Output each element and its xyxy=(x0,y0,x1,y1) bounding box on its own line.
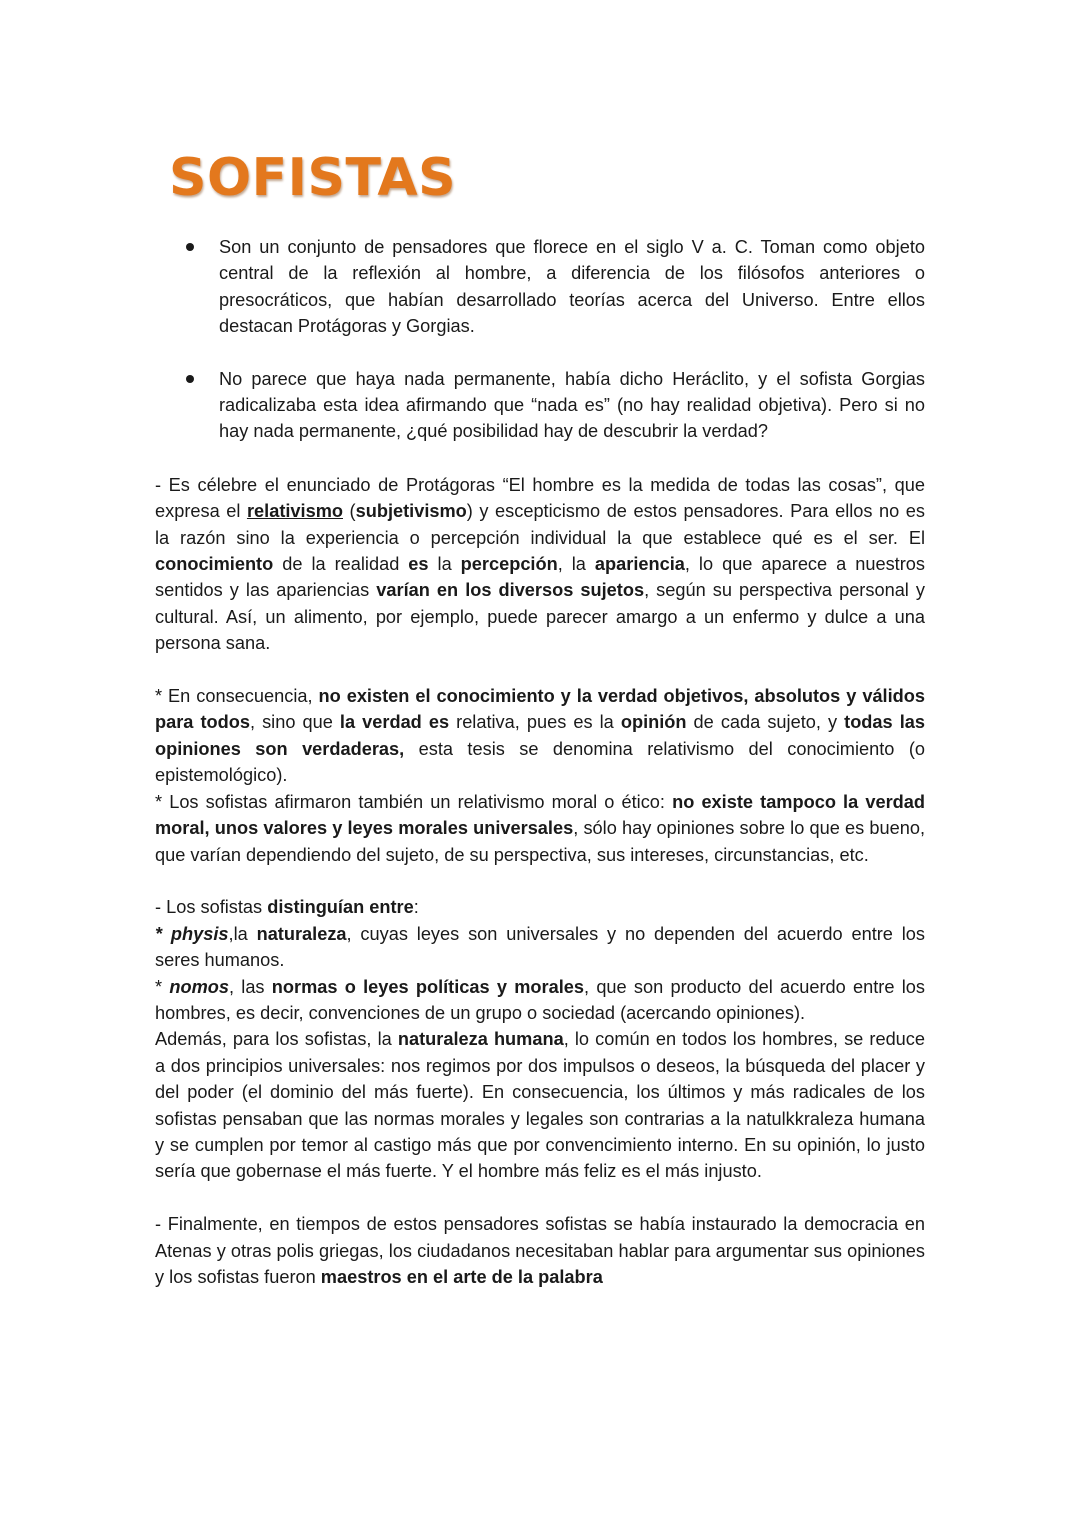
paragraph-relativismo-moral: * Los sofistas afirmaron también un relativismo moral o ético: no existe tampoco la verdad moral, unos valores y leyes morales universales, sólo hay opiniones sobre lo que es bueno, que varían dependiendo del sujeto, de su perspectiva, sus intereses, circunstancias, etc. xyxy=(155,791,925,865)
paragraph-physis: * physis,la naturaleza, cuyas leyes son universales y no dependen del acuerdo entre los seres humanos. xyxy=(155,923,925,971)
bullet-dot-icon xyxy=(186,243,194,251)
paragraph-distinguian: - Los sofistas distinguían entre: xyxy=(155,897,419,918)
page-title: SOFISTAS xyxy=(169,148,457,208)
bullet-item: No parece que haya nada permanente, había dicho Heráclito, y el sofista Gorgias radicalizaba esta idea afirmando que “nada es” (no hay realidad objetiva). Pero si no hay nada permanente, ¿qué posibilidad hay de descubrir la verdad? xyxy=(219,366,925,445)
paragraph-nomos: * nomos, las normas o leyes políticas y morales, que son producto del acuerdo entre los hombres, es decir, convenciones de un grupo o sociedad (acercando opiniones). xyxy=(155,976,925,1023)
paragraph-gap xyxy=(155,868,925,894)
bullet-item: Son un conjunto de pensadores que florece en el siglo V a. C. Toman como objeto central de la reflexión al hombre, a diferencia de los filósofos anteriores o presocráticos, que habían desarrollado teorías acerca del Universo. Entre ellos destacan Protágoras y Gorgias. xyxy=(219,234,925,340)
paragraph-relativismo: - Es célebre el enunciado de Protágoras “El hombre es la medida de todas las cosas”, que expresa el relativismo (subjetivismo) y escepticismo de estos pensadores. Para ellos no es la razón sino la experiencia o percepción individual la que establece qué es el ser. El conocimiento de la realidad es la percepción, la apariencia, lo que aparece a nuestros sentidos y las apariencias varían en los diversos sujetos, según su perspectiva personal y cultural. Así, un alimento, por ejemplo, puede parecer amargo a un enfermo y dulce a una persona sana. xyxy=(155,474,926,654)
paragraph-gap xyxy=(155,657,925,683)
paragraph-naturaleza-humana: Además, para los sofistas, la naturaleza humana, lo común en todos los hombres, se reduce a dos principios universales: nos regimos por dos impulsos o deseos, la búsqueda del placer y del poder (el dominio del más fuerte). En consecuencia, los últimos y más radicales de los sofistas pensaban que las normas morales y legales son contrarias a la natulkkraleza humana y se cumplen por temor al castigo más que por convencimiento interno. En su opinión, lo justo sería que gobernase el más fuerte. Y el hombre más feliz es el más injusto. xyxy=(155,1029,926,1182)
document-body xyxy=(155,234,925,1290)
paragraph-finalmente: - Finalmente, en tiempos de estos pensadores sofistas se había instaurado la democracia en Atenas y otras polis griegas, los ciudadanos necesitaban hablar para argumentar sus opiniones y los sofistas fueron maestros en el arte de la palabra xyxy=(155,1214,925,1287)
paragraph-gap xyxy=(155,1185,925,1211)
document-page xyxy=(155,140,925,1290)
bullet-list xyxy=(155,234,925,445)
bullet-dot-icon xyxy=(186,375,194,383)
paragraph-consecuencia: * En consecuencia, no existen el conocimiento y la verdad objetivos, absolutos y válidos para todos, sino que la verdad es relativa, pues es la opinión de cada sujeto, y todas las opiniones son verdaderas, esta tesis se denomina relativismo del conocimiento (o epistemológico). xyxy=(155,686,925,786)
